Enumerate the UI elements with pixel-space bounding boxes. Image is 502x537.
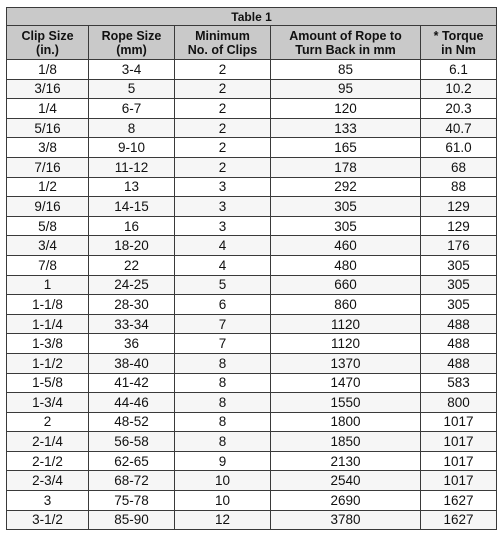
cell-rope-size: 36 — [89, 334, 175, 354]
cell-torque: 1627 — [421, 510, 497, 530]
cell-turn-back: 165 — [271, 138, 421, 158]
cell-turn-back: 2690 — [271, 491, 421, 511]
cell-torque: 488 — [421, 353, 497, 373]
cell-rope-size: 28-30 — [89, 295, 175, 315]
clip-specification-table — [6, 7, 497, 530]
table-row — [7, 138, 497, 158]
cell-min-clips: 8 — [175, 412, 271, 432]
cell-rope-size: 3-4 — [89, 60, 175, 80]
cell-rope-size: 24-25 — [89, 275, 175, 295]
cell-clip-size: 1-1/8 — [7, 295, 89, 315]
cell-min-clips: 3 — [175, 197, 271, 217]
table-row — [7, 451, 497, 471]
cell-clip-size: 1-5/8 — [7, 373, 89, 393]
cell-rope-size: 11-12 — [89, 157, 175, 177]
cell-torque: 583 — [421, 373, 497, 393]
cell-turn-back: 1370 — [271, 353, 421, 373]
cell-clip-size: 2-3/4 — [7, 471, 89, 491]
cell-clip-size: 1-3/8 — [7, 334, 89, 354]
table-row — [7, 491, 497, 511]
header-torque: * Torque in Nm — [421, 26, 497, 60]
cell-turn-back: 305 — [271, 197, 421, 217]
cell-turn-back: 133 — [271, 118, 421, 138]
cell-min-clips: 3 — [175, 177, 271, 197]
table-row — [7, 99, 497, 119]
cell-torque: 305 — [421, 255, 497, 275]
table-header-row — [7, 26, 497, 60]
cell-rope-size: 13 — [89, 177, 175, 197]
cell-min-clips: 2 — [175, 79, 271, 99]
table-row — [7, 471, 497, 491]
cell-rope-size: 48-52 — [89, 412, 175, 432]
cell-torque: 88 — [421, 177, 497, 197]
cell-torque: 40.7 — [421, 118, 497, 138]
table-row — [7, 373, 497, 393]
cell-turn-back: 2540 — [271, 471, 421, 491]
table-row — [7, 334, 497, 354]
table-row — [7, 432, 497, 452]
cell-min-clips: 7 — [175, 314, 271, 334]
cell-min-clips: 5 — [175, 275, 271, 295]
cell-min-clips: 8 — [175, 353, 271, 373]
cell-rope-size: 44-46 — [89, 393, 175, 413]
cell-torque: 1017 — [421, 432, 497, 452]
cell-rope-size: 14-15 — [89, 197, 175, 217]
cell-turn-back: 1120 — [271, 314, 421, 334]
table-container — [6, 7, 496, 530]
cell-min-clips: 4 — [175, 236, 271, 256]
cell-torque: 61.0 — [421, 138, 497, 158]
cell-clip-size: 1-1/2 — [7, 353, 89, 373]
cell-clip-size: 1/4 — [7, 99, 89, 119]
cell-torque: 488 — [421, 334, 497, 354]
cell-turn-back: 1850 — [271, 432, 421, 452]
cell-rope-size: 85-90 — [89, 510, 175, 530]
table-row — [7, 79, 497, 99]
cell-torque: 68 — [421, 157, 497, 177]
cell-clip-size: 7/16 — [7, 157, 89, 177]
cell-min-clips: 7 — [175, 334, 271, 354]
cell-turn-back: 1470 — [271, 373, 421, 393]
header-min-clips: Minimum No. of Clips — [175, 26, 271, 60]
cell-clip-size: 1 — [7, 275, 89, 295]
table-row — [7, 118, 497, 138]
table-row — [7, 510, 497, 530]
cell-clip-size: 3-1/2 — [7, 510, 89, 530]
table-row — [7, 177, 497, 197]
table-row — [7, 197, 497, 217]
cell-torque: 1017 — [421, 471, 497, 491]
cell-torque: 6.1 — [421, 60, 497, 80]
cell-torque: 1017 — [421, 412, 497, 432]
cell-rope-size: 16 — [89, 216, 175, 236]
cell-clip-size: 1-1/4 — [7, 314, 89, 334]
table-row — [7, 236, 497, 256]
cell-rope-size: 62-65 — [89, 451, 175, 471]
cell-rope-size: 6-7 — [89, 99, 175, 119]
cell-min-clips: 8 — [175, 432, 271, 452]
cell-rope-size: 68-72 — [89, 471, 175, 491]
cell-clip-size: 3 — [7, 491, 89, 511]
cell-clip-size: 2-1/4 — [7, 432, 89, 452]
cell-rope-size: 5 — [89, 79, 175, 99]
cell-turn-back: 660 — [271, 275, 421, 295]
cell-rope-size: 75-78 — [89, 491, 175, 511]
cell-rope-size: 8 — [89, 118, 175, 138]
table-title: Table 1 — [7, 8, 497, 26]
cell-torque: 1627 — [421, 491, 497, 511]
cell-clip-size: 5/16 — [7, 118, 89, 138]
cell-min-clips: 10 — [175, 471, 271, 491]
cell-min-clips: 2 — [175, 99, 271, 119]
cell-torque: 305 — [421, 295, 497, 315]
cell-torque: 129 — [421, 197, 497, 217]
cell-min-clips: 10 — [175, 491, 271, 511]
table-row — [7, 412, 497, 432]
cell-min-clips: 2 — [175, 157, 271, 177]
cell-turn-back: 1120 — [271, 334, 421, 354]
table-title-row — [7, 8, 497, 26]
cell-rope-size: 33-34 — [89, 314, 175, 334]
cell-clip-size: 3/8 — [7, 138, 89, 158]
cell-clip-size: 3/16 — [7, 79, 89, 99]
cell-rope-size: 38-40 — [89, 353, 175, 373]
table-row — [7, 216, 497, 236]
cell-clip-size: 1/2 — [7, 177, 89, 197]
cell-torque: 129 — [421, 216, 497, 236]
table-row — [7, 314, 497, 334]
cell-turn-back: 460 — [271, 236, 421, 256]
cell-torque: 800 — [421, 393, 497, 413]
cell-clip-size: 3/4 — [7, 236, 89, 256]
cell-min-clips: 2 — [175, 118, 271, 138]
cell-turn-back: 1550 — [271, 393, 421, 413]
cell-rope-size: 56-58 — [89, 432, 175, 452]
cell-turn-back: 120 — [271, 99, 421, 119]
cell-min-clips: 8 — [175, 393, 271, 413]
cell-min-clips: 2 — [175, 138, 271, 158]
cell-turn-back: 480 — [271, 255, 421, 275]
cell-clip-size: 9/16 — [7, 197, 89, 217]
cell-rope-size: 41-42 — [89, 373, 175, 393]
table-row — [7, 255, 497, 275]
cell-turn-back: 860 — [271, 295, 421, 315]
table-row — [7, 157, 497, 177]
cell-min-clips: 9 — [175, 451, 271, 471]
header-rope-size: Rope Size (mm) — [89, 26, 175, 60]
cell-turn-back: 2130 — [271, 451, 421, 471]
cell-torque: 10.2 — [421, 79, 497, 99]
cell-min-clips: 8 — [175, 373, 271, 393]
cell-turn-back: 3780 — [271, 510, 421, 530]
cell-rope-size: 22 — [89, 255, 175, 275]
table-row — [7, 393, 497, 413]
cell-clip-size: 7/8 — [7, 255, 89, 275]
cell-torque: 20.3 — [421, 99, 497, 119]
table-row — [7, 275, 497, 295]
cell-torque: 305 — [421, 275, 497, 295]
cell-turn-back: 178 — [271, 157, 421, 177]
cell-min-clips: 12 — [175, 510, 271, 530]
cell-turn-back: 85 — [271, 60, 421, 80]
cell-rope-size: 18-20 — [89, 236, 175, 256]
cell-turn-back: 1800 — [271, 412, 421, 432]
table-row — [7, 353, 497, 373]
cell-turn-back: 292 — [271, 177, 421, 197]
cell-min-clips: 2 — [175, 60, 271, 80]
header-turn-back: Amount of Rope to Turn Back in mm — [271, 26, 421, 60]
cell-rope-size: 9-10 — [89, 138, 175, 158]
table-row — [7, 295, 497, 315]
header-clip-size: Clip Size (in.) — [7, 26, 89, 60]
cell-clip-size: 2-1/2 — [7, 451, 89, 471]
cell-clip-size: 2 — [7, 412, 89, 432]
cell-clip-size: 5/8 — [7, 216, 89, 236]
table-row — [7, 60, 497, 80]
cell-clip-size: 1/8 — [7, 60, 89, 80]
cell-torque: 1017 — [421, 451, 497, 471]
cell-min-clips: 3 — [175, 216, 271, 236]
cell-turn-back: 305 — [271, 216, 421, 236]
cell-min-clips: 4 — [175, 255, 271, 275]
cell-clip-size: 1-3/4 — [7, 393, 89, 413]
cell-torque: 488 — [421, 314, 497, 334]
table-body — [7, 60, 497, 530]
cell-min-clips: 6 — [175, 295, 271, 315]
cell-torque: 176 — [421, 236, 497, 256]
cell-turn-back: 95 — [271, 79, 421, 99]
